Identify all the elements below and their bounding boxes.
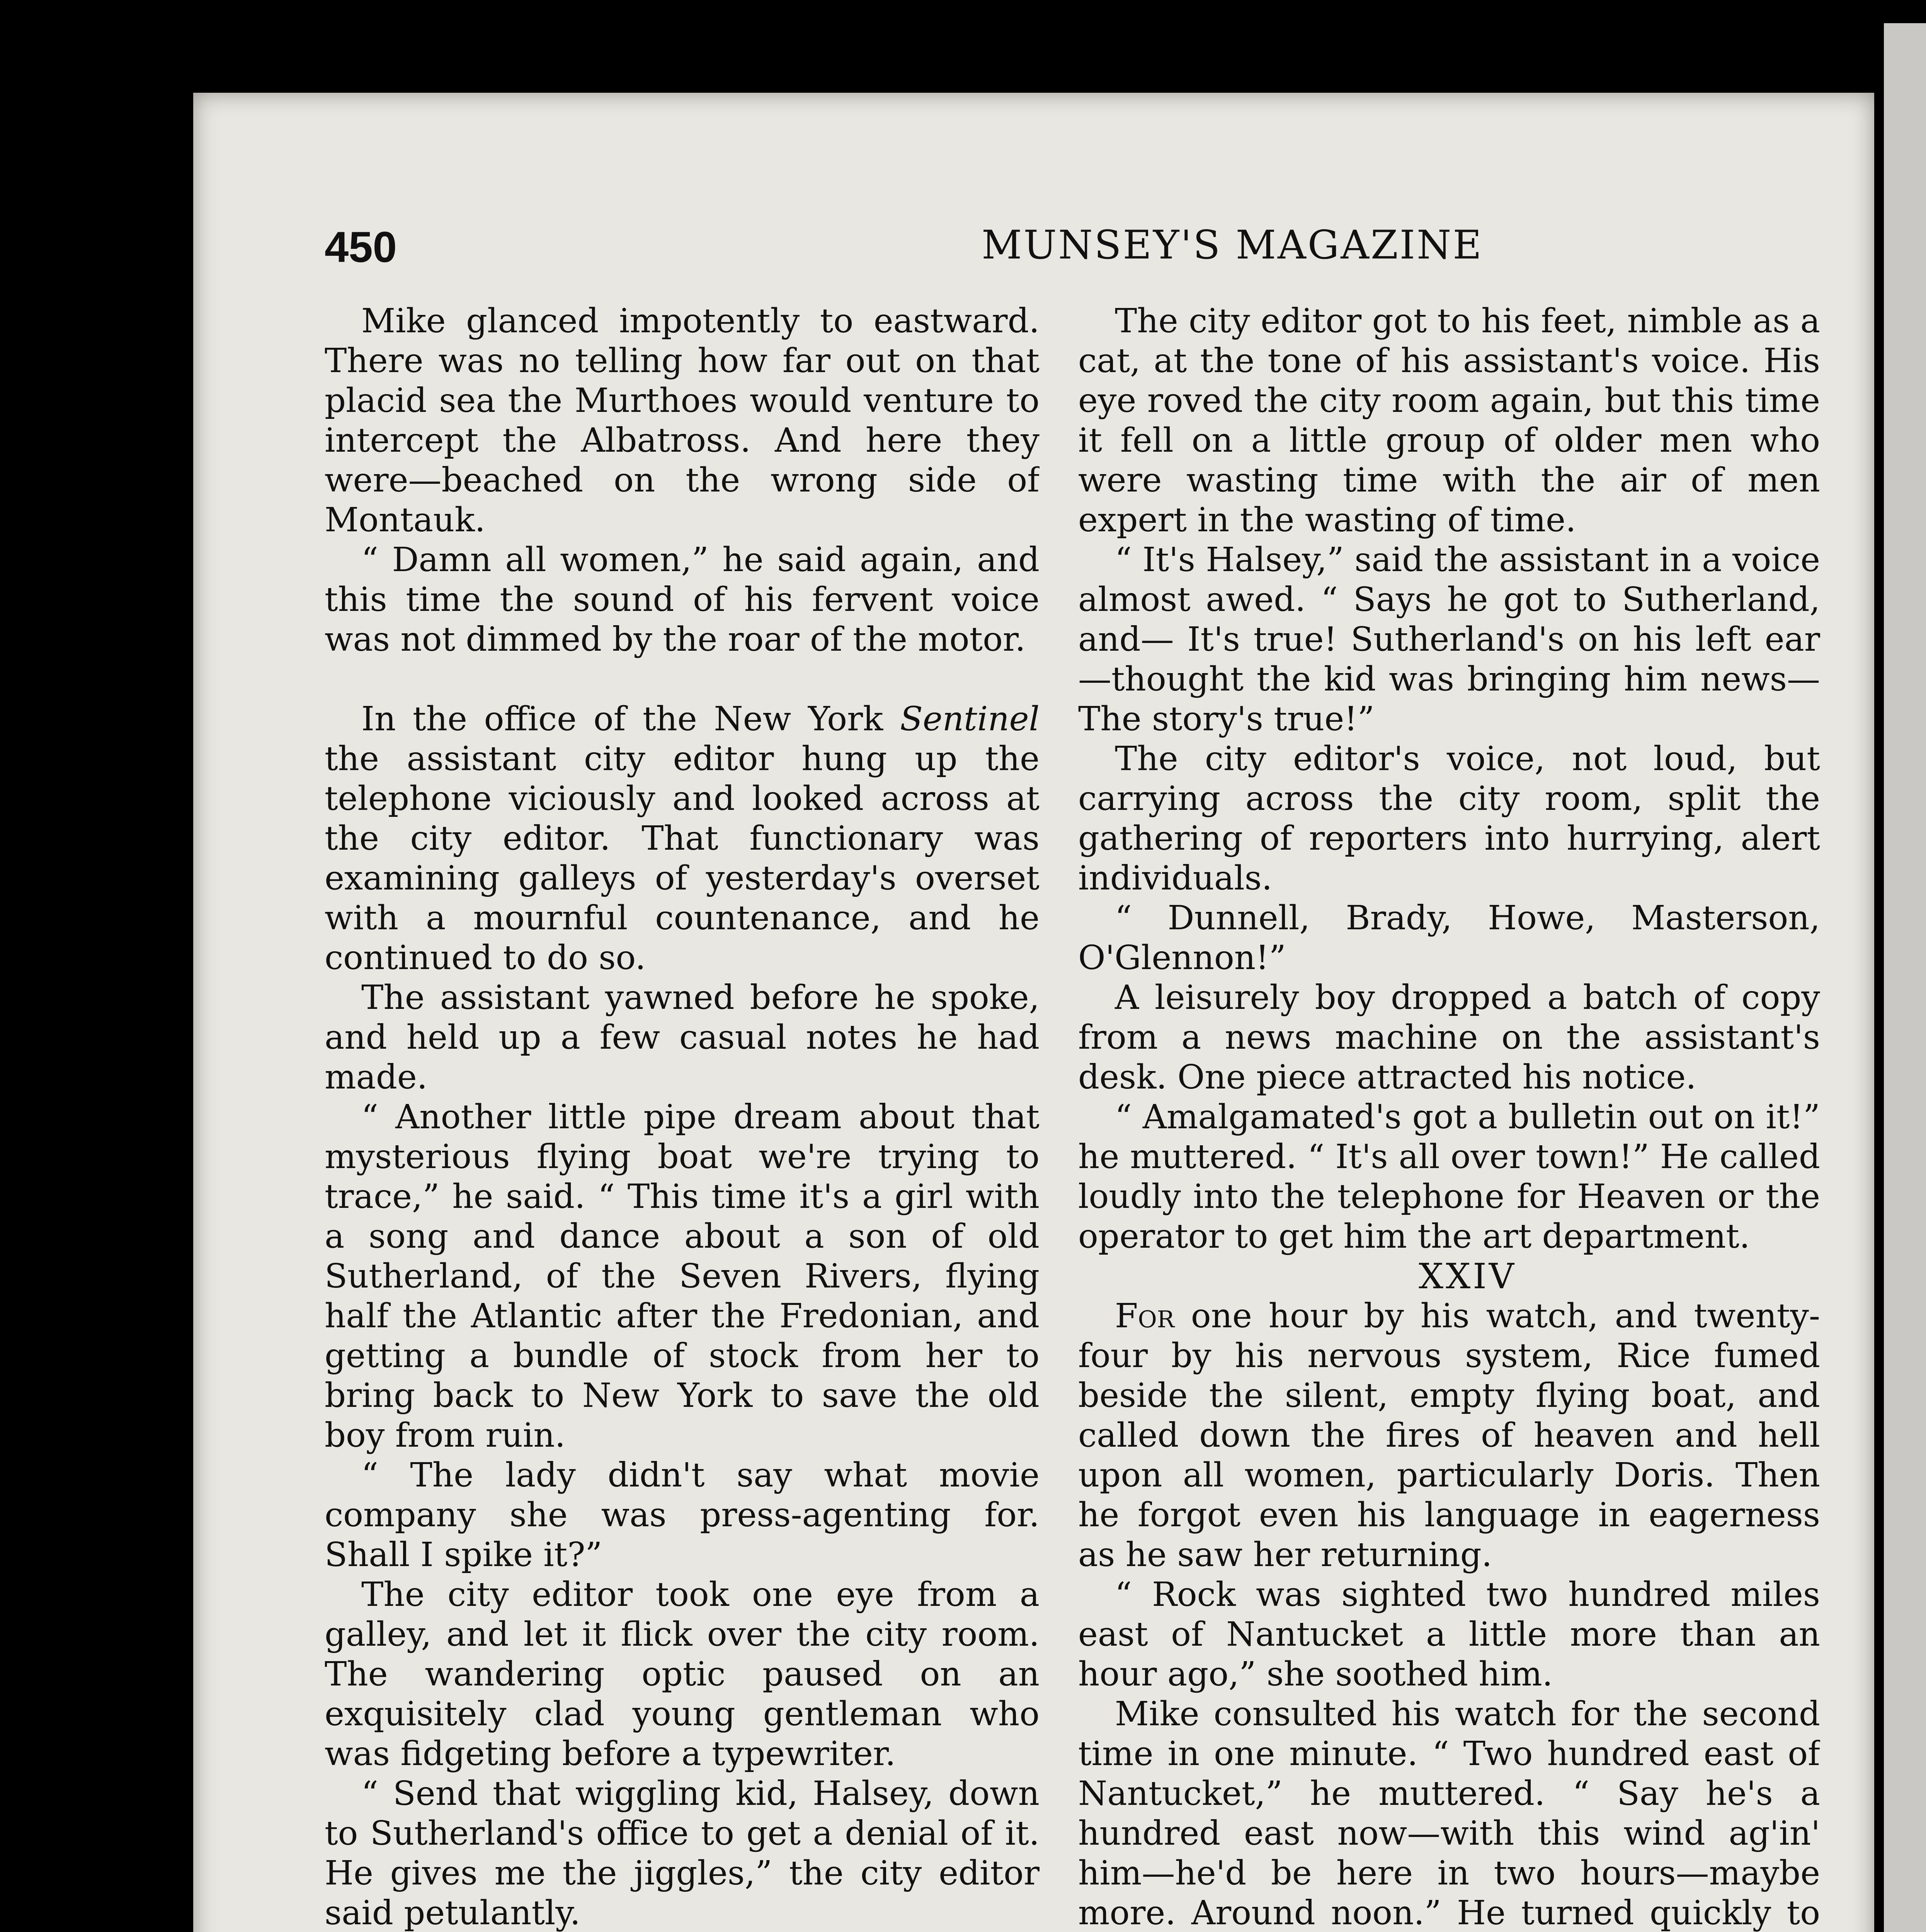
magazine-page xyxy=(193,93,1874,1932)
running-head: MUNSEY'S MAGAZINE xyxy=(982,222,1483,268)
chapter-opening-paragraph xyxy=(1078,1296,1820,1575)
opening-word: For xyxy=(1115,1297,1175,1335)
paragraph: “ Send that wiggling kid, Halsey, down to Sutherland's office to get a denial of it. He gives me the jiggles,” the city editor said petulantly. xyxy=(325,1774,1040,1932)
page-header xyxy=(325,222,1839,272)
adjacent-page-edge xyxy=(1884,23,1926,1932)
paragraph: The assistant yawned before he spoke, and held up a few casual notes he had made. xyxy=(325,978,1040,1097)
paragraph: “ Amalgamated's got a bulletin out on it!” he muttered. “ It's all over town!” He called loudly into the telephone for Heaven or the operator to get him the art department. xyxy=(1078,1098,1820,1256)
paragraph: The city editor's voice, not loud, but carrying across the city room, split the gathering of reporters into hurrying, alert individuals. xyxy=(1078,740,1820,898)
paragraph: “ Another little pipe dream about that mysterious flying boat we're trying to trace,” he said. “ This time it's a girl with a song and dance about a son of old Sutherland, of the Seven Rivers, flying half the Atlantic after the Fredonian, and getting a bundle of stock from her to bring back to New York to save the old boy from ruin. xyxy=(325,1098,1040,1455)
paragraph-text: the assistant city editor hung up the telephone viciously and looked across at the city editor. That functionary was examining galleys of yesterday's overset with a mournful countenance, and he continued to do so. xyxy=(325,740,1040,977)
paragraph: “ It's Halsey,” said the assistant in a voice almost awed. “ Says he got to Sutherland, and— It's true! Sutherland's on his left ear—thought the kid was bringing him news— The story's true!” xyxy=(1078,541,1820,738)
paragraph: “ The lady didn't say what movie company she was press-agenting for. Shall I spike it?” xyxy=(325,1456,1040,1574)
paragraph-text: In the office of the New York xyxy=(361,700,900,738)
section-break-paragraph xyxy=(325,699,1040,978)
left-column xyxy=(325,301,1040,1932)
paragraph-text: one hour by his watch, and twenty-four by his nervous system, Rice fumed beside the silent, empty flying boat, and called down the fires of heaven and hell upon all women, particularly Doris. Then he forgot even his language in eagerness as he saw her returning. xyxy=(1078,1297,1820,1574)
paragraph: “ Dunnell, Brady, Howe, Masterson, O'Glennon!” xyxy=(1078,899,1820,977)
chapter-heading: XXIV xyxy=(1419,1256,1516,1297)
paragraph: A leisurely boy dropped a batch of copy from a news machine on the assistant's desk. One piece attracted his notice. xyxy=(1078,978,1820,1097)
paragraph: Mike glanced impotently to eastward. There was no telling how far out on that placid sea the Murthoes would venture to intercept the Albatross. And here they were—beached on the wrong side of Montauk. xyxy=(325,302,1040,539)
paragraph: “ Damn all women,” he said again, and this time the sound of his fervent voice was not dimmed by the roar of the motor. xyxy=(325,541,1040,659)
paragraph: The city editor took one eye from a galley, and let it flick over the city room. The wandering optic paused on an exquisitely clad young gentleman who was fidgeting before a typewriter. xyxy=(325,1575,1040,1773)
paragraph: “ Rock was sighted two hundred miles east of Nantucket a little more than an hour ago,” she soothed him. xyxy=(1078,1575,1820,1694)
paragraph: The city editor got to his feet, nimble as a cat, at the tone of his assistant's voice. His eye roved the city room again, but this time it fell on a little group of older men who were wasting time with the air of men expert in the wasting of time. xyxy=(1078,302,1820,539)
paragraph: Mike consulted his watch for the second time in one minute. “ Two hundred east of Nantucket,” he muttered. “ Say he's a hundred east now—with this wind ag'in' him—he'd be here in two hours—maybe more. Around noon.” He turned quickly to xyxy=(1078,1695,1820,1932)
page-number: 450 xyxy=(325,223,397,271)
right-column xyxy=(1078,301,1820,1932)
newspaper-name: Sentinel xyxy=(900,700,1040,738)
